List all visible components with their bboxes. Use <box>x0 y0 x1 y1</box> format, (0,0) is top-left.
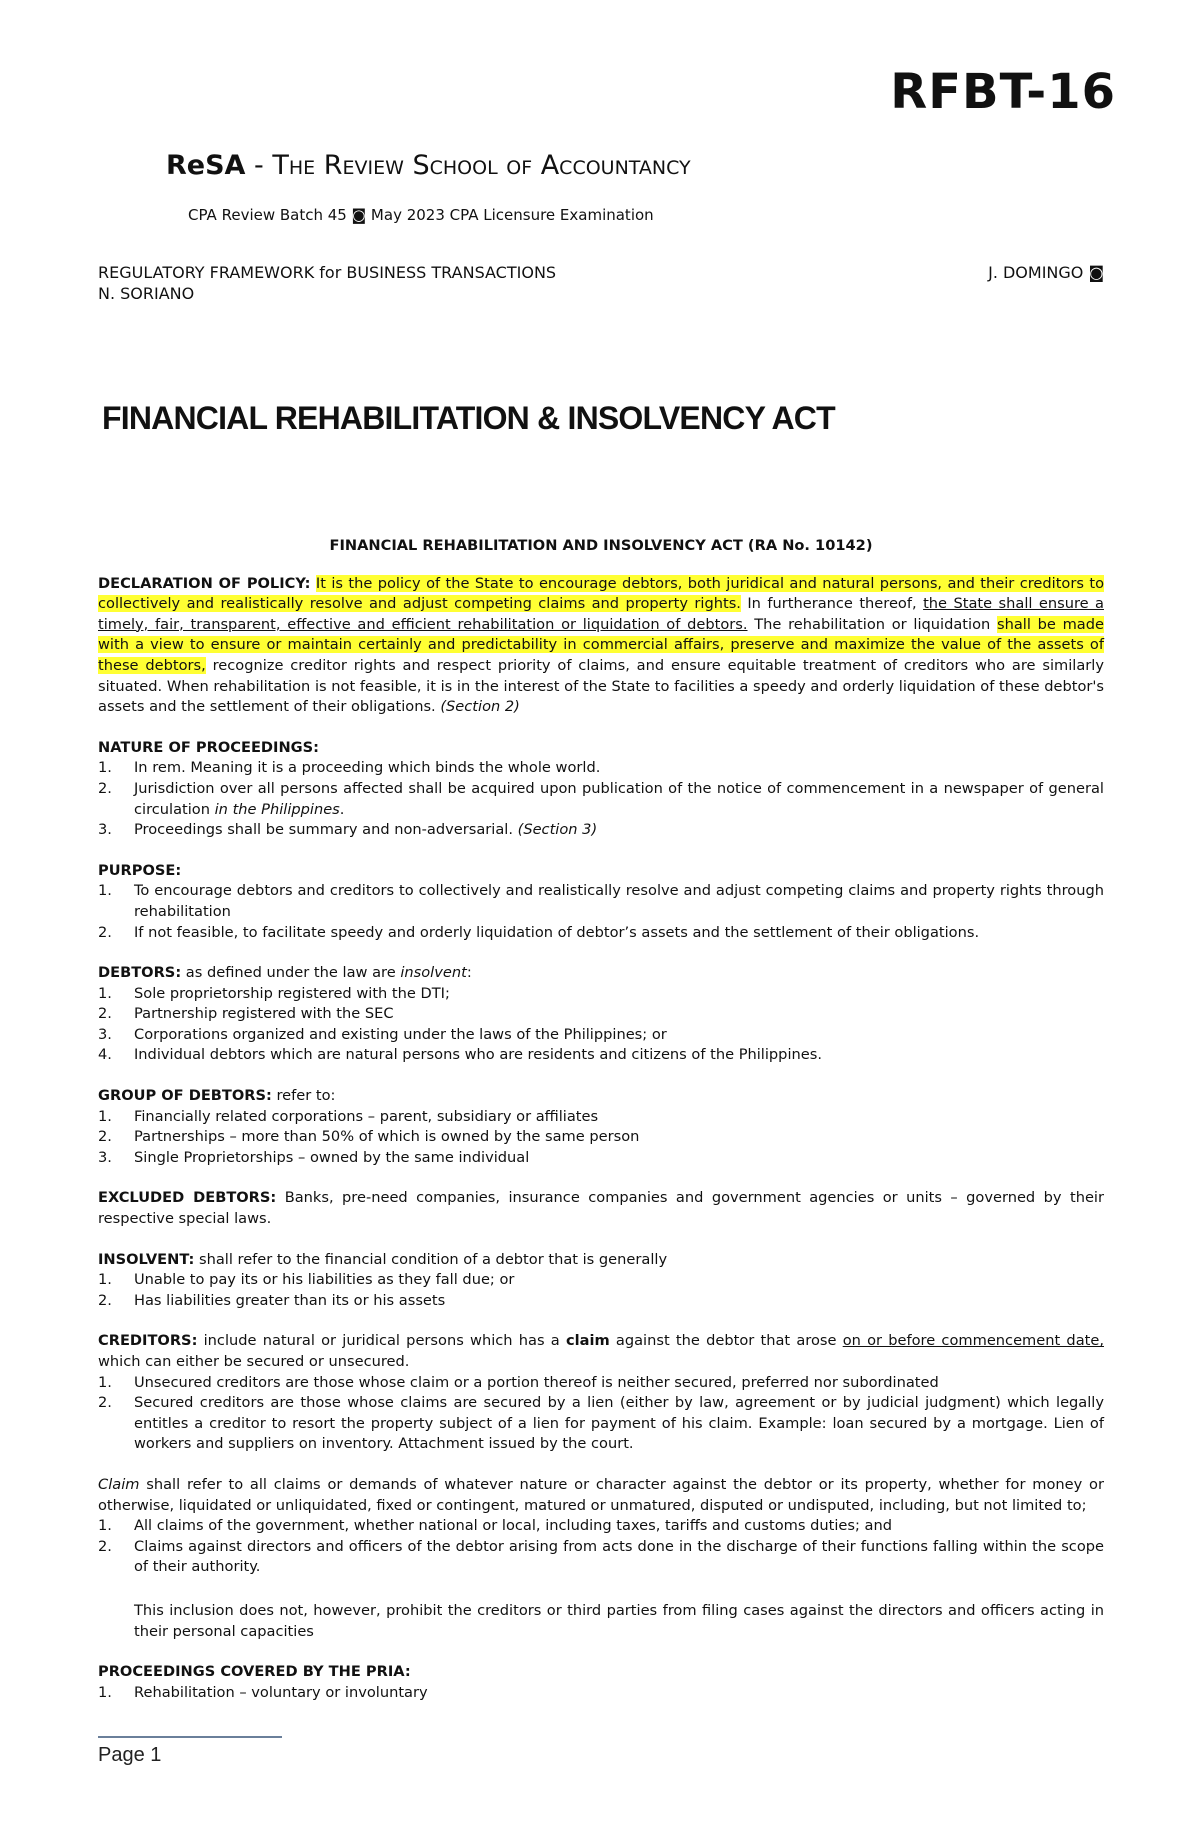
list-item-italic: in the Philippines <box>214 800 340 818</box>
list-item-text: To encourage debtors and creditors to collectively and realistically resolve and adjust competing claims and property rights through rehabilitation <box>134 882 1104 920</box>
nature-list <box>98 758 1104 840</box>
list-item: 2. Has liabilities greater than its or his assets <box>98 1291 446 1309</box>
document-body <box>98 536 1104 1703</box>
list-item-end: . <box>339 800 345 818</box>
group-section <box>98 1086 1104 1168</box>
list-item: 1. Rehabilitation – voluntary or involuntary <box>98 1683 428 1701</box>
list-item-text: Partnerships – more than 50% of which is owned by the same person <box>134 1128 640 1146</box>
list-item: 4. Individual debtors which are natural persons who are residents and citizens of the Philippines. <box>98 1046 822 1064</box>
policy-text-3: recognize creditor rights and respect priority of claims, and ensure equitable treatment of creditors who are similarly situated. When rehabilitation is not feasible, it is in the interest of the State to facilities a speedy and orderly liquidation of these debtor's assets and the settlement of their obligations. <box>98 656 1104 716</box>
list-item: 3. Corporations organized and existing under the laws of the Philippines; or <box>98 1025 667 1043</box>
policy-label: DECLARATION OF POLICY: <box>98 574 311 592</box>
list-item: 2. Secured creditors are those whose claims are secured by a lien (either by law, agreement or by judicial judgment) which legally entitles a creditor to resort the property subject of a lien for payment of his claim. Example: loan secured by a mortgage. Lien of workers and suppliers on inventory. Attachment issued by the court. <box>98 1394 1104 1453</box>
debtors-intro <box>98 963 1104 984</box>
list-item: 3. Single Proprietorships – owned by the same individual <box>98 1148 530 1166</box>
creditors-label: CREDITORS: <box>98 1332 198 1350</box>
list-item: 1. Sole proprietorship registered with the DTI; <box>98 984 450 1002</box>
debtors-intro-end: : <box>466 964 472 982</box>
page-title: FINANCIAL REHABILITATION & INSOLVENCY ACT <box>102 400 835 436</box>
list-item-text: Sole proprietorship registered with the DTI; <box>134 984 450 1002</box>
list-item-text: Unable to pay its or his liabilities as they fall due; or <box>134 1271 515 1289</box>
excluded-paragraph <box>98 1188 1104 1229</box>
list-item: 1. Financially related corporations – parent, subsidiary or affiliates <box>98 1107 599 1125</box>
debtors-section <box>98 963 1104 1066</box>
policy-highlight-2: shall be made with a view to ensure or maintain certainly and predictability in commercial affairs, preserve and maximize the value of the assets of these debtors, <box>98 615 1104 674</box>
list-item-text: All claims of the government, whether national or local, including taxes, tariffs and customs duties; and <box>134 1517 892 1535</box>
creditors-text-3: which can either be secured or unsecured. <box>98 1353 410 1370</box>
insolvent-intro-text: shall refer to the financial condition of a debtor that is generally <box>194 1250 668 1268</box>
school-fullname: - The Review School of Accountancy <box>245 150 691 181</box>
list-item-text: Proceedings shall be summary and non-adversarial. <box>134 821 518 839</box>
claim-italic: Claim <box>98 1475 140 1493</box>
list-item-text: Financially related corporations – parent, subsidiary or affiliates <box>134 1107 599 1125</box>
claim-section <box>98 1475 1104 1642</box>
pria-label: PROCEEDINGS COVERED BY THE PRIA: <box>98 1663 411 1681</box>
policy-underline: the State shall ensure a timely, fair, transparent, effective and efficient rehabilitation or liquidation of debtors. <box>98 595 1104 633</box>
creditors-intro <box>98 1331 1104 1372</box>
list-item-text: Rehabilitation – voluntary or involuntary <box>134 1683 428 1701</box>
purpose-section <box>98 861 1104 943</box>
act-title: FINANCIAL REHABILITATION AND INSOLVENCY ACT (RA No. 10142) <box>329 537 873 554</box>
list-item: 1. Unsecured creditors are those whose claim or a portion thereof is neither secured, preferred nor subordinated <box>98 1373 939 1391</box>
insolvent-label: INSOLVENT: <box>98 1250 195 1268</box>
creditors-text-1: include natural or juridical persons which has a <box>197 1332 566 1350</box>
policy-text-2: The rehabilitation or liquidation <box>747 615 997 633</box>
list-item: 2. Jurisdiction over all persons affected shall be acquired upon publication of the notice of commencement in a newspaper of general circulation in the Philippines. <box>98 779 1104 818</box>
instructor-left: N. SORIANO <box>98 284 195 303</box>
nature-label: NATURE OF PROCEEDINGS: <box>98 738 319 756</box>
debtors-intro-text: as defined under the law are <box>181 964 401 982</box>
claim-list <box>98 1516 1104 1578</box>
purpose-list <box>98 881 1104 943</box>
list-item-text: In rem. Meaning it is a proceeding which binds the whole world. <box>134 759 601 777</box>
list-item: 1. All claims of the government, whether national or local, including taxes, tariffs and customs duties; and <box>98 1517 892 1535</box>
debtors-list <box>98 984 1104 1066</box>
list-item: 2. Partnership registered with the SEC <box>98 1005 394 1023</box>
list-item-text: Corporations organized and existing under the laws of the Philippines; or <box>134 1025 667 1043</box>
creditors-underline: on or before commencement date, <box>842 1332 1104 1350</box>
creditors-text-2: against the debtor that arose <box>609 1332 843 1350</box>
claim-paragraph <box>98 1475 1104 1516</box>
list-item: 3. Proceedings shall be summary and non-adversarial. (Section 3) <box>98 821 598 839</box>
list-item: 1. Unable to pay its or his liabilities as they fall due; or <box>98 1271 515 1289</box>
creditors-section <box>98 1331 1104 1455</box>
purpose-label: PURPOSE: <box>98 861 182 879</box>
insolvent-intro <box>98 1250 1104 1271</box>
policy-citation: (Section 2) <box>440 698 520 716</box>
list-item-text: Jurisdiction over all persons affected shall be acquired upon publication of the notice of commencement in a newspaper of general circulation <box>134 779 1104 818</box>
group-list <box>98 1107 1104 1169</box>
batch-line: CPA Review Batch 45 ◙ May 2023 CPA Licensure Examination <box>188 206 654 224</box>
claim-text: shall refer to all claims or demands of whatever nature or character against the debtor or its property, whether for money or otherwise, liquidated or unliquidated, fixed or contingent, matured or unmatured, disputed or undisputed, including, but not limited to; <box>98 1475 1104 1514</box>
school-name <box>166 150 691 181</box>
list-item-text: Unsecured creditors are those whose claim or a portion thereof is neither secured, preferred nor subordinated <box>134 1373 939 1391</box>
insolvent-list <box>98 1270 1104 1311</box>
pria-list <box>98 1683 1104 1704</box>
pria-section <box>98 1662 1104 1703</box>
subject-line <box>98 262 1104 304</box>
course-code: RFBT-16 <box>890 64 1116 120</box>
list-item-text: Secured creditors are those whose claims are secured by a lien (either by law, agreement or by judicial judgment) which legally entitles a creditor to resort the property subject of a lien for payment of his claim. Example: loan secured by a mortgage. Lien of workers and suppliers on inventory. Attachment issued by the court. <box>134 1394 1104 1453</box>
list-item: 1. In rem. Meaning it is a proceeding which binds the whole world. <box>98 759 601 777</box>
school-acronym: ReSA <box>166 150 246 181</box>
list-item-citation: (Section 3) <box>517 821 598 839</box>
list-item-text: If not feasible, to facilitate speedy and orderly liquidation of debtor’s assets and the settlement of their obligations. <box>134 923 980 941</box>
debtors-intro-italic: insolvent <box>400 964 467 982</box>
claim-note: This inclusion does not, however, prohibit the creditors or third parties from filing cases against the directors and officers acting in their personal capacities <box>134 1601 1104 1640</box>
instructor-right: J. DOMINGO ◙ <box>988 263 1104 282</box>
list-item: 2. Partnerships – more than 50% of which is owned by the same person <box>98 1128 640 1146</box>
list-item: 1. To encourage debtors and creditors to collectively and realistically resolve and adjust competing claims and property rights through rehabilitation <box>98 882 1104 920</box>
list-item: 2. Claims against directors and officers of the debtor arising from acts done in the discharge of their functions falling within the scope of their authority. <box>98 1537 1104 1576</box>
list-item-text: Has liabilities greater than its or his assets <box>134 1291 446 1309</box>
list-item-text: Single Proprietorships – owned by the same individual <box>134 1148 530 1166</box>
group-label: GROUP OF DEBTORS: <box>98 1087 272 1105</box>
footer-divider <box>98 1736 282 1738</box>
list-item-text: Individual debtors which are natural persons who are residents and citizens of the Philippines. <box>134 1046 822 1064</box>
group-intro-text: refer to: <box>271 1087 336 1105</box>
policy-paragraph <box>98 574 1104 718</box>
list-item-text: Claims against directors and officers of the debtor arising from acts done in the discharge of their functions falling within the scope of their authority. <box>134 1537 1104 1576</box>
policy-highlight-1: It is the policy of the State to encourage debtors, both juridical and natural persons, and their creditors to collectively and realistically resolve and adjust competing claims and property rights. <box>98 574 1104 613</box>
group-intro <box>98 1086 1104 1107</box>
nature-section <box>98 738 1104 841</box>
debtors-label: DEBTORS: <box>98 964 182 982</box>
excluded-label: EXCLUDED DEBTORS: <box>98 1189 277 1207</box>
creditors-list <box>98 1373 1104 1455</box>
subject-title: REGULATORY FRAMEWORK for BUSINESS TRANSACTIONS <box>98 263 557 282</box>
policy-text-1: In furtherance thereof, <box>740 595 924 613</box>
page-number: Page 1 <box>98 1744 162 1766</box>
list-item: 2. If not feasible, to facilitate speedy and orderly liquidation of debtor’s assets and the settlement of their obligations. <box>98 923 980 941</box>
list-item-text: Partnership registered with the SEC <box>134 1005 394 1023</box>
insolvent-section <box>98 1250 1104 1312</box>
creditors-bold: claim <box>565 1332 610 1350</box>
excluded-text: Banks, pre-need companies, insurance companies and government agencies or units – governed by their respective special laws. <box>98 1189 1104 1228</box>
